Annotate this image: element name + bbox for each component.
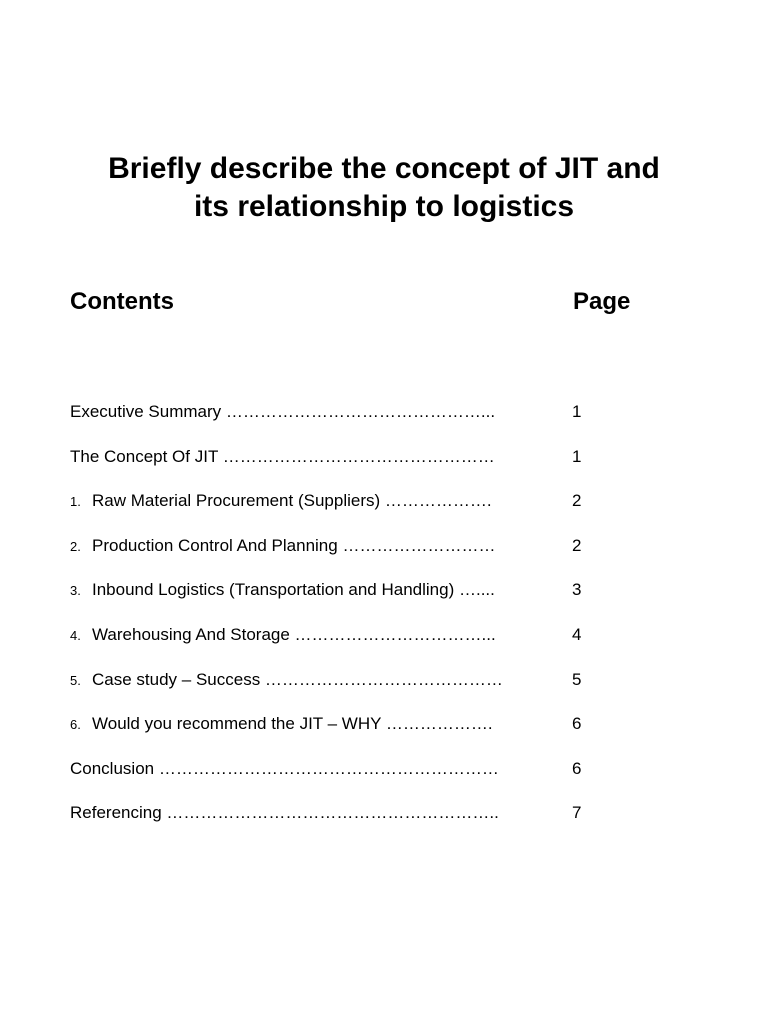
document-title	[0, 150, 768, 226]
toc-entry-text: Inbound Logistics (Transportation and Handling) …....	[92, 580, 495, 600]
toc-entry-page: 1	[572, 402, 582, 421]
toc-entry-conclusion	[70, 757, 590, 802]
title-line-1: Briefly describe the concept of JIT and	[108, 152, 660, 185]
toc-entry-page: 2	[572, 491, 582, 511]
toc-entry-referencing	[70, 801, 590, 846]
toc-entry-executive-summary	[70, 400, 590, 445]
toc-entry-page: 6	[572, 758, 582, 778]
toc-entry-text: Executive Summary ………………………………………...	[70, 402, 496, 421]
toc-entry-page: 2	[572, 535, 582, 555]
title-line-2: its relationship to logistics	[193, 190, 575, 223]
toc-entry-page: 6	[572, 714, 582, 734]
toc-entry-recommendation	[70, 712, 590, 757]
toc-entry-text: Warehousing And Storage ……………………………...	[92, 624, 496, 644]
toc-entry-text: Raw Material Procurement (Suppliers) ……………….	[92, 491, 492, 511]
toc-entry-number: 4.	[70, 627, 81, 643]
toc-entry-page: 3	[572, 580, 582, 600]
toc-entry-number: 5.	[70, 672, 81, 688]
toc-entry-text: Would you recommend the JIT – WHY ……………….	[92, 714, 493, 734]
toc-entry-production-control	[70, 534, 590, 579]
toc-entry-number: 1.	[70, 494, 81, 510]
toc-entry-page: 1	[572, 446, 582, 466]
contents-heading: Contents	[70, 288, 174, 315]
toc-entry-warehousing	[70, 623, 590, 668]
toc-entry-number: 3.	[70, 583, 81, 599]
toc-entry-number: 6.	[70, 717, 81, 733]
toc-entry-text: Referencing …………………………………………………..	[70, 803, 499, 823]
table-of-contents	[70, 400, 590, 846]
toc-entry-page: 4	[572, 624, 582, 644]
toc-entry-text: Case study – Success ……………………………………	[92, 669, 503, 689]
toc-entry-page: 5	[572, 669, 582, 689]
toc-entry-raw-material-procurement	[70, 489, 590, 534]
toc-entry-inbound-logistics	[70, 578, 590, 623]
toc-entry-text: Conclusion ……………………………………………………	[70, 758, 499, 778]
toc-entry-concept-of-jit	[70, 445, 590, 490]
toc-entry-page: 7	[572, 803, 582, 823]
toc-entry-text: The Concept Of JIT …………………………………………	[70, 446, 495, 466]
toc-entry-text: Production Control And Planning ………………………	[92, 535, 496, 555]
page-column-heading: Page	[573, 288, 631, 315]
toc-entry-number: 2.	[70, 538, 81, 554]
toc-entry-case-study	[70, 668, 590, 713]
